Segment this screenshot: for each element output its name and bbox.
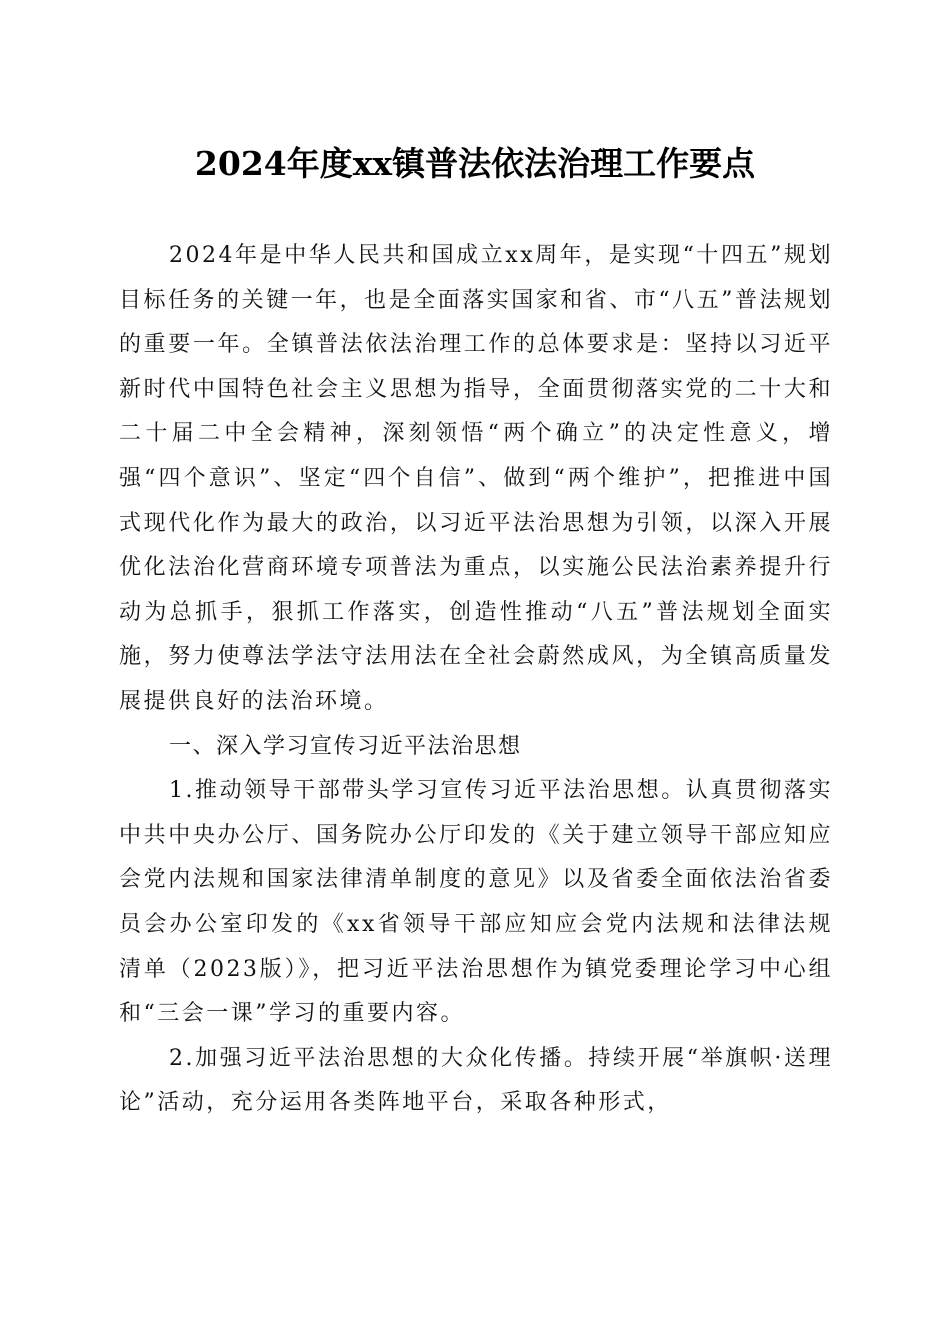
document-title: 2024年度xx镇普法依法治理工作要点 [194,144,756,183]
item-paragraph-1: 1.推动领导干部带头学习宣传习近平法治思想。认真贯彻落实中共中央办公厅、国务院办公厅印发的《关于建立领导干部应知应会党内法规和国家法律清单制度的意见》以及省委全面依法治省委员会办公室印发的《xx省领导干部应知应会党内法规和法律法规清单（2023版）》，把习近平法治思想作为镇党委理论学习中心组和“三会一课”学习的重要内容。 [119,778,833,1027]
intro-paragraph: 2024年是中华人民共和国成立xx周年，是实现“十四五”规划目标任务的关键一年，也是全面落实国家和省、市“八五”普法规划的重要一年。全镇普法依法治理工作的总体要求是：坚持以习近平新时代中国特色社会主义思想为指导，全面贯彻落实党的二十大和二十届二中全会精神，深刻领悟“两个确立”的决定性意义，增强“四个意识”、坚定“四个自信”、做到“两个维护”，把推进中国式现代化作为最大的政治，以习近平法治思想为引领，以深入开展优化法治化营商环境专项普法为重点，以实施公民法治素养提升行动为总抓手，狠抓工作落实，创造性推动“八五”普法规划全面实施，努力使尊法学法守法用法在全社会蔚然成风，为全镇高质量发展提供良好的法治环境。 [119,243,833,714]
section-heading-1: 一、深入学习宣传习近平法治思想 [169,733,522,759]
item-paragraph-2: 2.加强习近平法治思想的大众化传播。持续开展“举旗帜·送理论”活动，充分运用各类阵地平台，采取各种形式， [119,1045,833,1116]
document-body [119,234,833,1126]
